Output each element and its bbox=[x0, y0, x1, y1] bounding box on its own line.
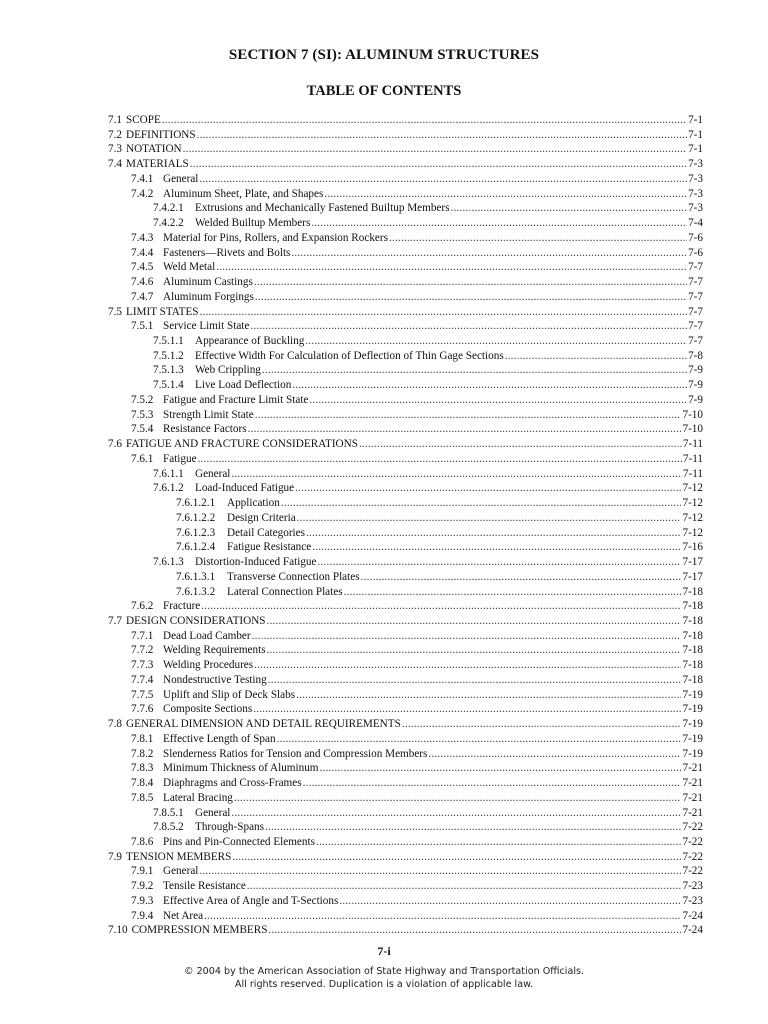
dot-leader bbox=[231, 467, 682, 482]
toc-entry-page: 7-23 bbox=[682, 880, 703, 893]
toc-entry[interactable] bbox=[108, 688, 703, 703]
toc-entry[interactable] bbox=[108, 629, 703, 644]
toc-entry-number: 7.6.1.2.3 bbox=[176, 526, 216, 539]
toc-entry[interactable] bbox=[108, 393, 703, 408]
dot-leader bbox=[359, 437, 682, 452]
toc-entry-title: Aluminum Castings bbox=[163, 276, 253, 289]
copyright-line: © 2004 by the American Association of State Highway and Transportation Officials. bbox=[183, 966, 585, 977]
dot-leader bbox=[505, 349, 687, 364]
toc-entry-page: 7-19 bbox=[682, 747, 703, 760]
toc-entry-title: MATERIALS bbox=[125, 158, 189, 171]
toc-entry-title: Welding Requirements bbox=[163, 644, 266, 657]
toc-entry-title: DESIGN CONSIDERATIONS bbox=[125, 614, 266, 627]
dot-leader bbox=[277, 732, 682, 747]
dot-leader bbox=[320, 761, 682, 776]
toc-entry-number: 7.7.5 bbox=[131, 688, 154, 701]
dot-leader bbox=[250, 319, 687, 334]
toc-entry-number: 7.6.1.3 bbox=[153, 556, 184, 569]
toc-entry[interactable] bbox=[108, 555, 703, 570]
toc-entry[interactable] bbox=[108, 187, 703, 202]
dot-leader bbox=[201, 599, 681, 614]
toc-entry[interactable] bbox=[108, 334, 703, 349]
toc-entry-title: Design Criteria bbox=[227, 511, 296, 524]
toc-entry-number: 7.8.5.2 bbox=[153, 821, 184, 834]
toc-entry[interactable] bbox=[108, 791, 703, 806]
dot-leader bbox=[200, 305, 688, 320]
toc-entry-number: 7.5.2 bbox=[131, 393, 154, 406]
toc-entry[interactable] bbox=[108, 511, 703, 526]
toc-entry-number: 7.5.1 bbox=[131, 320, 154, 333]
toc-entry-number: 7.4.1 bbox=[131, 172, 154, 185]
toc-entry-number: 7.9.3 bbox=[131, 894, 154, 907]
dot-leader bbox=[402, 717, 682, 732]
toc-entry[interactable] bbox=[108, 157, 703, 172]
toc-entry[interactable] bbox=[108, 806, 703, 821]
toc-entry-number: 7.4.2.2 bbox=[153, 217, 184, 230]
dot-leader bbox=[309, 393, 687, 408]
toc-entry-title: FATIGUE AND FRACTURE CONSIDERATIONS bbox=[125, 438, 358, 451]
toc-entry[interactable] bbox=[108, 128, 703, 143]
dot-leader bbox=[316, 835, 682, 850]
toc-entry-page: 7-9 bbox=[688, 364, 703, 377]
toc-entry-number: 7.10 bbox=[108, 924, 128, 937]
toc-entry[interactable] bbox=[108, 747, 703, 762]
toc-entry-title: Welded Builtup Members bbox=[195, 217, 311, 230]
rights-line: All rights reserved. Duplication is a violation of applicable law. bbox=[234, 979, 534, 990]
toc-entry-number: 7.8.4 bbox=[131, 777, 154, 790]
toc-entry-number: 7.8.6 bbox=[131, 835, 154, 848]
toc-entry-number: 7.4.2 bbox=[131, 187, 154, 200]
toc-entry-page: 7-10 bbox=[682, 423, 703, 436]
toc-entry[interactable] bbox=[108, 319, 703, 334]
dot-leader bbox=[296, 688, 681, 703]
toc-entry-title: Fatigue Resistance bbox=[227, 541, 312, 554]
toc-entry-number: 7.4.3 bbox=[131, 231, 154, 244]
toc-entry-number: 7.4.5 bbox=[131, 261, 154, 274]
toc-entry-page: 7-18 bbox=[682, 659, 703, 672]
toc-entry-number: 7.7.6 bbox=[131, 703, 154, 716]
toc-entry-page: 7-21 bbox=[682, 791, 703, 804]
toc-entry-page: 7-18 bbox=[682, 614, 703, 627]
toc-entry-title: Nondestructive Testing bbox=[163, 673, 267, 686]
toc-entry-title: Uplift and Slip of Deck Slabs bbox=[163, 688, 296, 701]
dot-leader bbox=[291, 246, 687, 261]
toc-entry-number: 7.7.3 bbox=[131, 659, 154, 672]
toc-entry-number: 7.4.2.1 bbox=[153, 202, 184, 215]
toc-entry[interactable] bbox=[108, 481, 703, 496]
dot-leader bbox=[232, 850, 681, 865]
toc-entry[interactable] bbox=[108, 599, 703, 614]
dot-leader bbox=[324, 187, 687, 202]
toc-entry-page: 7-1 bbox=[688, 128, 703, 141]
toc-entry-title: Effective Width For Calculation of Deflection of Thin Gage Sections bbox=[195, 349, 504, 362]
toc-entry-page: 7-24 bbox=[682, 909, 703, 922]
toc-entry-title: Fasteners—Rivets and Bolts bbox=[163, 246, 291, 259]
toc-entry[interactable] bbox=[108, 142, 703, 157]
toc-entry-number: 7.7.4 bbox=[131, 673, 154, 686]
dot-leader bbox=[267, 614, 682, 629]
dot-leader bbox=[234, 791, 682, 806]
dot-leader bbox=[183, 142, 687, 157]
toc-entry-number: 7.9 bbox=[108, 850, 122, 863]
toc-entry-number: 7.8.2 bbox=[131, 747, 154, 760]
toc-entry-title: Slenderness Ratios for Tension and Compression Members bbox=[163, 747, 428, 760]
toc-entry-title: Net Area bbox=[163, 909, 204, 922]
toc-entry-title: Pins and Pin-Connected Elements bbox=[163, 835, 315, 848]
toc-entry-page: 7-12 bbox=[682, 482, 703, 495]
toc-entry-title: Through-Spans bbox=[195, 821, 264, 834]
toc-entry[interactable] bbox=[108, 526, 703, 541]
toc-entry-title: Dead Load Camber bbox=[163, 629, 251, 642]
toc-entry-page: 7-3 bbox=[688, 172, 703, 185]
toc-entry-page: 7-22 bbox=[682, 835, 703, 848]
toc-entry-number: 7.6.1.2 bbox=[153, 482, 184, 495]
toc-entry-page: 7-9 bbox=[688, 393, 703, 406]
toc-entry[interactable] bbox=[108, 570, 703, 585]
toc-entry-number: 7.6.1 bbox=[131, 452, 154, 465]
dot-leader bbox=[252, 629, 682, 644]
toc-entry-page: 7-11 bbox=[682, 438, 703, 451]
toc-entry[interactable] bbox=[108, 820, 703, 835]
toc-entry-number: 7.3 bbox=[108, 143, 122, 156]
dot-leader bbox=[339, 894, 681, 909]
dot-leader bbox=[254, 658, 681, 673]
dot-leader bbox=[450, 201, 687, 216]
toc-entry-title: Fracture bbox=[163, 600, 201, 613]
toc-entry-page: 7-23 bbox=[682, 894, 703, 907]
toc-entry-title: NOTATION bbox=[125, 143, 182, 156]
toc-entry[interactable] bbox=[108, 422, 703, 437]
toc-entry-number: 7.5.1.1 bbox=[153, 335, 184, 348]
dot-leader bbox=[190, 157, 687, 172]
toc-entry-page: 7-9 bbox=[688, 379, 703, 392]
dot-leader bbox=[344, 585, 682, 600]
toc-entry-title: Lateral Bracing bbox=[163, 791, 233, 804]
toc-entry[interactable] bbox=[108, 585, 703, 600]
toc-entry[interactable] bbox=[108, 113, 703, 128]
toc-entry-number: 7.5.3 bbox=[131, 408, 154, 421]
toc-entry[interactable] bbox=[108, 717, 703, 732]
dot-leader bbox=[265, 820, 682, 835]
toc-entry-page: 7-7 bbox=[688, 261, 703, 274]
toc-entry-title: Composite Sections bbox=[163, 703, 253, 716]
toc-entry-page: 7-7 bbox=[688, 276, 703, 289]
toc-entry-title: Effective Length of Span bbox=[163, 732, 276, 745]
toc-entry[interactable] bbox=[108, 540, 703, 555]
toc-entry[interactable] bbox=[108, 702, 703, 717]
toc-entry-number: 7.5.1.4 bbox=[153, 379, 184, 392]
toc-entry-title: Effective Area of Angle and T-Sections bbox=[163, 894, 339, 907]
toc-entry-title: DEFINITIONS bbox=[125, 128, 196, 141]
toc-heading: TABLE OF CONTENTS bbox=[306, 83, 462, 99]
toc-entry[interactable] bbox=[108, 216, 703, 231]
dot-leader bbox=[389, 231, 687, 246]
toc-entry-title: General bbox=[163, 865, 199, 878]
toc-entry-title: Service Limit State bbox=[163, 320, 250, 333]
dot-leader bbox=[281, 496, 682, 511]
dot-leader bbox=[268, 673, 682, 688]
toc-entry[interactable] bbox=[108, 614, 703, 629]
toc-entry-title: Resistance Factors bbox=[163, 423, 247, 436]
toc-entry-number: 7.6.2 bbox=[131, 600, 154, 613]
toc-entry-page: 7-18 bbox=[682, 585, 703, 598]
dot-leader bbox=[295, 481, 681, 496]
toc-entry-title: Aluminum Forgings bbox=[163, 290, 254, 303]
toc-entry-page: 7-7 bbox=[688, 335, 703, 348]
toc-entry-title: Distortion-Induced Fatigue bbox=[195, 556, 317, 569]
toc-entry-title: Web Crippling bbox=[195, 364, 261, 377]
toc-entry-page: 7-18 bbox=[682, 673, 703, 686]
toc-entry-title: Fatigue and Fracture Limit State bbox=[163, 393, 309, 406]
toc-entry-page: 7-21 bbox=[682, 806, 703, 819]
toc-entry-number: 7.6.1.1 bbox=[153, 467, 184, 480]
toc-entry-title: Lateral Connection Plates bbox=[227, 585, 343, 598]
toc-entry[interactable] bbox=[108, 732, 703, 747]
toc-entry-page: 7-12 bbox=[682, 511, 703, 524]
toc-entry-page: 7-17 bbox=[682, 556, 703, 569]
toc-entry-title: Strength Limit State bbox=[163, 408, 254, 421]
toc-entry-page: 7-19 bbox=[682, 703, 703, 716]
toc-entry[interactable] bbox=[108, 835, 703, 850]
toc-entry[interactable] bbox=[108, 378, 703, 393]
toc-entry-page: 7-10 bbox=[682, 408, 703, 421]
toc-entry-page: 7-11 bbox=[682, 467, 703, 480]
toc-entry[interactable] bbox=[108, 643, 703, 658]
table-of-contents bbox=[108, 113, 703, 938]
toc-entry-title: Minimum Thickness of Aluminum bbox=[163, 762, 319, 775]
toc-entry-page: 7-6 bbox=[688, 231, 703, 244]
toc-entry-title: General bbox=[163, 172, 199, 185]
toc-entry-number: 7.4.4 bbox=[131, 246, 154, 259]
toc-entry-number: 7.9.1 bbox=[131, 865, 154, 878]
dot-leader bbox=[248, 422, 682, 437]
toc-entry-number: 7.5 bbox=[108, 305, 122, 318]
toc-entry[interactable] bbox=[108, 275, 703, 290]
toc-entry-title: LIMIT STATES bbox=[125, 305, 199, 318]
toc-entry[interactable] bbox=[108, 850, 703, 865]
toc-entry[interactable] bbox=[108, 290, 703, 305]
toc-entry-title: Transverse Connection Plates bbox=[227, 570, 360, 583]
toc-entry-page: 7-1 bbox=[688, 114, 703, 126]
toc-entry-title: Aluminum Sheet, Plate, and Shapes bbox=[163, 187, 324, 200]
dot-leader bbox=[253, 702, 681, 717]
toc-entry-title: Material for Pins, Rollers, and Expansion Rockers bbox=[163, 231, 388, 244]
toc-entry-page: 7-18 bbox=[682, 629, 703, 642]
toc-entry-page: 7-3 bbox=[688, 202, 703, 215]
dot-leader bbox=[216, 260, 687, 275]
toc-entry-number: 7.6.1.3.2 bbox=[176, 585, 216, 598]
toc-entry-number: 7.7 bbox=[108, 614, 122, 627]
toc-entry-page: 7-3 bbox=[688, 158, 703, 171]
toc-entry-page: 7-3 bbox=[688, 187, 703, 200]
toc-entry-number: 7.4.7 bbox=[131, 290, 154, 303]
dot-leader bbox=[204, 909, 681, 924]
toc-entry-page: 7-7 bbox=[688, 290, 703, 303]
page-number: 7-i bbox=[377, 944, 391, 958]
dot-leader bbox=[255, 290, 687, 305]
toc-entry-number: 7.7.1 bbox=[131, 629, 154, 642]
toc-entry-page: 7-7 bbox=[688, 305, 703, 318]
toc-entry[interactable] bbox=[108, 246, 703, 261]
toc-entry[interactable] bbox=[108, 408, 703, 423]
toc-entry-page: 7-19 bbox=[682, 718, 703, 731]
toc-entry-page: 7-4 bbox=[688, 217, 703, 230]
toc-entry-number: 7.1 bbox=[108, 114, 122, 126]
toc-entry[interactable] bbox=[108, 761, 703, 776]
dot-leader bbox=[197, 128, 687, 143]
toc-entry-title: Welding Procedures bbox=[163, 659, 254, 672]
toc-entry-title: Tensile Resistance bbox=[163, 880, 246, 893]
toc-entry[interactable] bbox=[108, 879, 703, 894]
toc-entry-number: 7.8.5.1 bbox=[153, 806, 184, 819]
dot-leader bbox=[198, 452, 682, 467]
toc-entry-page: 7-22 bbox=[682, 865, 703, 878]
toc-entry-number: 7.7.2 bbox=[131, 644, 154, 657]
dot-leader bbox=[317, 555, 681, 570]
toc-entry-page: 7-8 bbox=[688, 349, 703, 362]
toc-entry[interactable] bbox=[108, 909, 703, 924]
dot-leader bbox=[297, 511, 682, 526]
toc-entry[interactable] bbox=[108, 260, 703, 275]
toc-entry-title: Weld Metal bbox=[163, 261, 216, 274]
toc-entry[interactable] bbox=[108, 452, 703, 467]
toc-entry-number: 7.5.4 bbox=[131, 423, 154, 436]
section-title: SECTION 7 (SI): ALUMINUM STRUCTURES bbox=[228, 47, 540, 63]
dot-leader bbox=[254, 275, 687, 290]
toc-entry-page: 7-21 bbox=[682, 777, 703, 790]
copyright-footer bbox=[0, 965, 768, 991]
toc-entry-number: 7.6.1.2.1 bbox=[176, 497, 216, 510]
toc-entry[interactable] bbox=[108, 923, 703, 938]
dot-leader bbox=[361, 570, 682, 585]
toc-entry-page: 7-19 bbox=[682, 732, 703, 745]
toc-entry-number: 7.5.1.2 bbox=[153, 349, 184, 362]
toc-entry-number: 7.8.1 bbox=[131, 732, 154, 745]
toc-entry-number: 7.8.3 bbox=[131, 762, 154, 775]
toc-entry-title: SCOPE bbox=[125, 114, 161, 126]
toc-entry-page: 7-1 bbox=[688, 143, 703, 156]
dot-leader bbox=[262, 363, 687, 378]
toc-entry-title: GENERAL DIMENSION AND DETAIL REQUIREMENTS bbox=[125, 718, 401, 731]
toc-entry-page: 7-11 bbox=[682, 452, 703, 465]
dot-leader bbox=[305, 334, 687, 349]
dot-leader bbox=[303, 776, 682, 791]
dot-leader bbox=[292, 378, 687, 393]
dot-leader bbox=[199, 864, 681, 879]
dot-leader bbox=[311, 216, 687, 231]
toc-entry-page: 7-12 bbox=[682, 497, 703, 510]
dot-leader bbox=[231, 806, 681, 821]
toc-entry[interactable] bbox=[108, 894, 703, 909]
toc-entry-number: 7.5.1.3 bbox=[153, 364, 184, 377]
toc-entry[interactable] bbox=[108, 363, 703, 378]
dot-leader bbox=[428, 747, 681, 762]
toc-entry[interactable] bbox=[108, 231, 703, 246]
toc-entry-number: 7.6 bbox=[108, 438, 122, 451]
toc-entry-number: 7.6.1.3.1 bbox=[176, 570, 216, 583]
dot-leader bbox=[255, 408, 682, 423]
toc-entry-number: 7.9.4 bbox=[131, 909, 154, 922]
toc-entry-page: 7-6 bbox=[688, 246, 703, 259]
dot-leader bbox=[247, 879, 682, 894]
toc-entry-title: Application bbox=[227, 497, 280, 510]
toc-entry-page: 7-18 bbox=[682, 644, 703, 657]
toc-entry-number: 7.9.2 bbox=[131, 880, 154, 893]
toc-entry[interactable] bbox=[108, 776, 703, 791]
toc-entry[interactable] bbox=[108, 437, 703, 452]
toc-entry[interactable] bbox=[108, 305, 703, 320]
toc-entry-title: TENSION MEMBERS bbox=[125, 850, 232, 863]
toc-entry-title: Extrusions and Mechanically Fastened Builtup Members bbox=[195, 202, 450, 215]
toc-entry-page: 7-24 bbox=[682, 924, 703, 937]
toc-entry[interactable] bbox=[108, 658, 703, 673]
toc-entry-title: Appearance of Buckling bbox=[195, 335, 305, 348]
toc-entry-page: 7-21 bbox=[682, 762, 703, 775]
dot-leader bbox=[268, 923, 681, 938]
toc-entry[interactable] bbox=[108, 467, 703, 482]
toc-entry-page: 7-19 bbox=[682, 688, 703, 701]
toc-entry-number: 7.4 bbox=[108, 158, 122, 171]
dot-leader bbox=[199, 172, 687, 187]
toc-entry-title: Detail Categories bbox=[227, 526, 305, 539]
toc-entry-number: 7.2 bbox=[108, 128, 122, 141]
toc-entry-page: 7-7 bbox=[688, 320, 703, 333]
toc-entry[interactable] bbox=[108, 349, 703, 364]
toc-entry[interactable] bbox=[108, 673, 703, 688]
toc-entry-title: Live Load Deflection bbox=[195, 379, 292, 392]
toc-entry-number: 7.8 bbox=[108, 718, 122, 731]
toc-entry-page: 7-16 bbox=[682, 541, 703, 554]
toc-entry-title: COMPRESSION MEMBERS bbox=[131, 924, 268, 937]
toc-entry-page: 7-12 bbox=[682, 526, 703, 539]
toc-entry-page: 7-18 bbox=[682, 600, 703, 613]
toc-entry-number: 7.6.1.2.4 bbox=[176, 541, 216, 554]
toc-entry-title: General bbox=[195, 806, 231, 819]
toc-entry[interactable] bbox=[108, 864, 703, 879]
dot-leader bbox=[267, 643, 682, 658]
toc-entry-title: Diaphragms and Cross-Frames bbox=[163, 777, 302, 790]
toc-entry-number: 7.4.6 bbox=[131, 276, 154, 289]
toc-entry-page: 7-17 bbox=[682, 570, 703, 583]
dot-leader bbox=[162, 113, 687, 128]
toc-entry[interactable] bbox=[108, 496, 703, 511]
toc-entry-title: Load-Induced Fatigue bbox=[195, 482, 295, 495]
toc-entry-page: 7-22 bbox=[682, 821, 703, 834]
dot-leader bbox=[306, 526, 682, 541]
toc-entry-title: Fatigue bbox=[163, 452, 197, 465]
toc-entry-title: General bbox=[195, 467, 231, 480]
dot-leader bbox=[312, 540, 681, 555]
toc-entry-number: 7.6.1.2.2 bbox=[176, 511, 216, 524]
toc-entry[interactable] bbox=[108, 201, 703, 216]
toc-entry[interactable] bbox=[108, 172, 703, 187]
toc-entry-number: 7.8.5 bbox=[131, 791, 154, 804]
toc-entry-page: 7-22 bbox=[682, 850, 703, 863]
